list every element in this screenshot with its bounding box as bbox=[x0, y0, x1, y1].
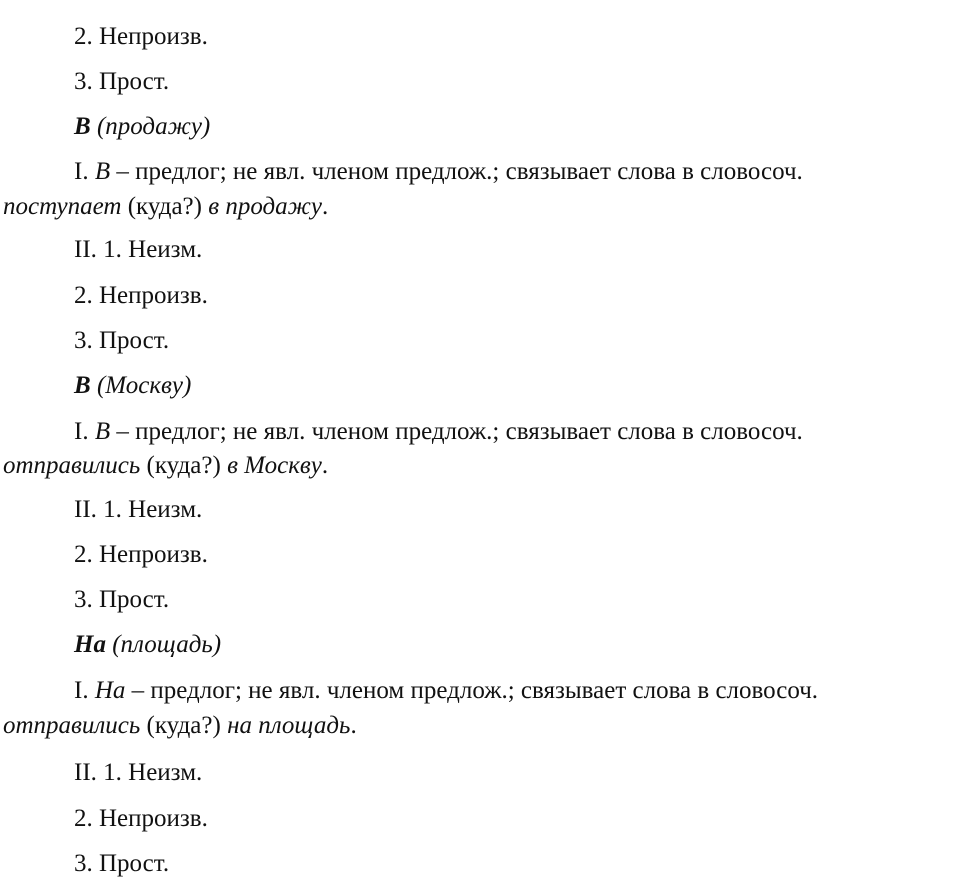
phrase-line bbox=[3, 713, 357, 738]
property-line bbox=[74, 587, 169, 612]
description-word: В bbox=[94, 418, 111, 445]
heading-word: В bbox=[74, 113, 91, 140]
property-text: 2. Непроизв. bbox=[74, 282, 208, 309]
description-line bbox=[74, 678, 818, 703]
property-text: 2. Непроизв. bbox=[74, 541, 208, 568]
property-line bbox=[74, 69, 169, 94]
phrase-main-word: отправились bbox=[3, 452, 141, 479]
description-word: На bbox=[94, 677, 126, 704]
roman-numeral: I. bbox=[74, 418, 95, 445]
section-heading bbox=[74, 114, 210, 139]
phrase-end: . bbox=[322, 193, 329, 220]
description-text: – предлог; не явл. членом предлож.; связывает слова в словосоч. bbox=[110, 418, 803, 445]
property-line bbox=[74, 760, 202, 785]
heading-rest: (продажу) bbox=[90, 113, 211, 140]
phrase-question: (куда?) bbox=[140, 452, 228, 479]
property-text: 2. Непроизв. bbox=[74, 23, 208, 50]
property-text: II. 1. Неизм. bbox=[74, 759, 203, 786]
phrase-main-word: поступает bbox=[3, 193, 122, 220]
property-text: 3. Прост. bbox=[74, 586, 170, 613]
phrase-end: . bbox=[350, 712, 357, 739]
property-text: 3. Прост. bbox=[74, 850, 170, 877]
roman-numeral: I. bbox=[74, 677, 95, 704]
phrase-dependent: в Москву bbox=[227, 452, 322, 479]
phrase-question: (куда?) bbox=[121, 193, 209, 220]
section-heading bbox=[74, 373, 191, 398]
description-text: – предлог; не явл. членом предлож.; связывает слова в словосоч. bbox=[125, 677, 819, 704]
property-text: II. 1. Неизм. bbox=[74, 236, 203, 263]
phrase-main-word: отправились bbox=[3, 712, 141, 739]
heading-rest: (площадь) bbox=[105, 631, 222, 658]
property-line bbox=[74, 806, 208, 831]
phrase-end: . bbox=[321, 452, 329, 479]
roman-numeral: I. bbox=[74, 158, 95, 185]
description-line bbox=[74, 159, 803, 184]
property-text: 2. Непроизв. bbox=[74, 805, 208, 832]
heading-word: На bbox=[74, 631, 106, 658]
property-line bbox=[74, 497, 202, 522]
phrase-question: (куда?) bbox=[140, 712, 228, 739]
phrase-line bbox=[3, 453, 328, 478]
property-line bbox=[74, 24, 208, 49]
description-word: В bbox=[94, 158, 111, 185]
heading-rest: (Москву) bbox=[90, 372, 192, 399]
property-text: 3. Прост. bbox=[74, 68, 170, 95]
phrase-dependent: в продажу bbox=[208, 193, 323, 220]
property-line bbox=[74, 283, 208, 308]
property-line bbox=[74, 328, 169, 353]
heading-word: В bbox=[74, 372, 91, 399]
property-line bbox=[74, 851, 169, 876]
property-text: II. 1. Неизм. bbox=[74, 496, 203, 523]
property-line bbox=[74, 237, 202, 262]
phrase-dependent: на площадь bbox=[227, 712, 351, 739]
section-heading bbox=[74, 632, 221, 657]
description-line bbox=[74, 419, 803, 444]
phrase-line bbox=[3, 194, 328, 219]
property-line bbox=[74, 542, 208, 567]
description-text: – предлог; не явл. членом предлож.; связывает слова в словосоч. bbox=[110, 158, 803, 185]
property-text: 3. Прост. bbox=[74, 327, 170, 354]
